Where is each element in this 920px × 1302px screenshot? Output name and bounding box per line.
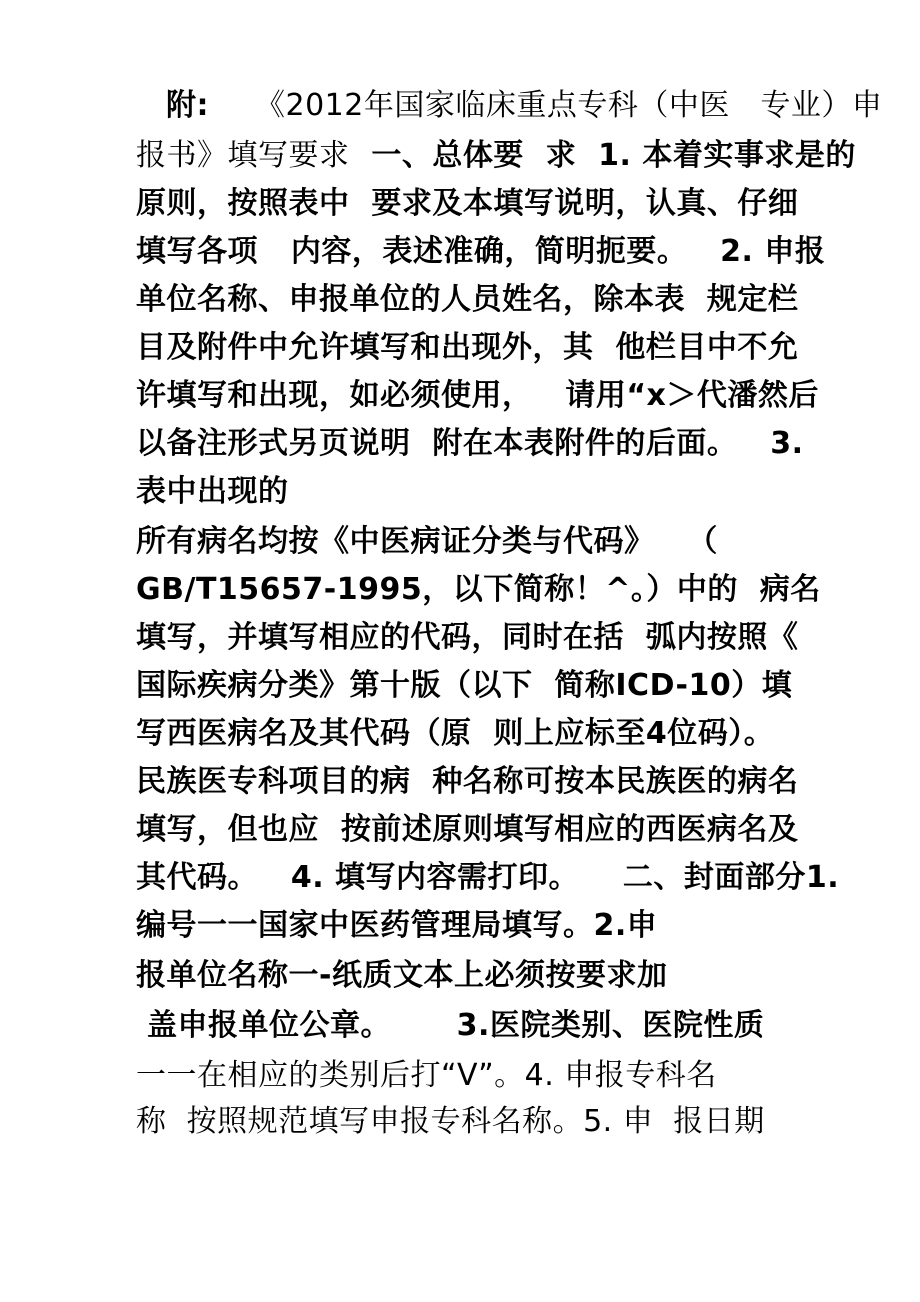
doc-line-13: 国际疾病分类》第十版（以下 简称ICD-10）填 [136, 668, 793, 703]
doc-line-6: 目及附件中允许填写和出现外，其 他栏目中不允 [136, 330, 799, 365]
doc-line-21: 一一在相应的类别后打“V”。4. 申报专科名 [136, 1058, 717, 1093]
doc-line-22: 称 按照规范填写申报专科名称。5. 申 报日期 [136, 1104, 765, 1139]
doc-title-part-2: 报书》填写要求 [136, 138, 350, 173]
doc-line-9: 表中出现的 [136, 474, 289, 509]
doc-line-20: 盖申报单位公章。 3.医院类别、医院性质 [136, 1008, 765, 1043]
doc-line-2 [136, 136, 856, 176]
doc-line-12: 填写，并填写相应的代码，同时在括 弧内按照《 [136, 620, 799, 655]
doc-line-14: 写西医病名及其代码（原 则上应标至4位码）。 [136, 716, 775, 751]
doc-line-18: 编号一一国家中医药管理局填写。2.申 [136, 908, 658, 943]
doc-line-17: 其代码。 4. 填写内容需打印。 二、封面部分1. [136, 860, 840, 895]
doc-line-11: GB/T15657-1995，以下简称！^。）中的 病名 [136, 572, 821, 607]
doc-line-15: 民族医专科项目的病 种名称可按本民族医的病名 [136, 764, 799, 799]
doc-line-8: 以备注形式另页说明 附在本表附件的后面。 3. [136, 426, 804, 461]
doc-line-5: 单位名称、申报单位的人员姓名，除本表 规定栏 [136, 282, 799, 317]
doc-line-3: 原则，按照表中 要求及本填写说明，认真、仔细 [136, 186, 799, 221]
doc-line-7: 许填写和出现，如必须使用， 请用“x＞代潘然后 [136, 378, 819, 413]
attachment-label: 附: [166, 88, 209, 123]
doc-line-16: 填写，但也应 按前述原则填写相应的西医病名及 [136, 812, 799, 847]
doc-line-19: 报单位名称一-纸质文本上必须按要求加 [136, 958, 668, 993]
doc-line-1 [166, 86, 882, 126]
doc-line-10: 所有病名均按《中医病证分类与代码》 （ [136, 524, 718, 559]
section-1-start: 一、总体要 求 1. 本着实事求是的 [349, 138, 856, 173]
doc-title-part-1: 《2012年国家临床重点专科（中医 专业）申 [255, 88, 883, 123]
doc-line-4: 填写各项 内容，表述准确，简明扼要。 2. 申报 [136, 234, 826, 269]
